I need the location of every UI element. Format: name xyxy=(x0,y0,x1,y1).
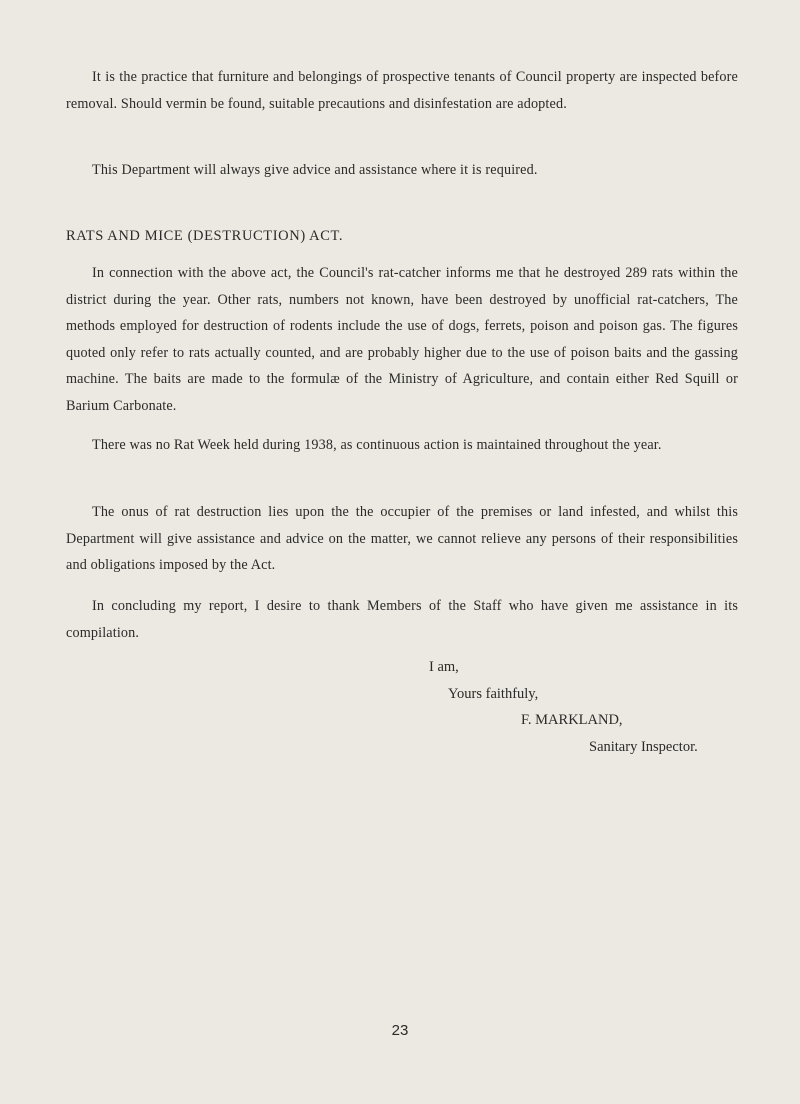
signoff-closing: I am, xyxy=(429,659,459,675)
section-heading: RATS AND MICE (DESTRUCTION) ACT. xyxy=(66,228,344,244)
paragraph-concluding: In concluding my report, I desire to thank Members of the Staff who have given me assistance in its compilation. xyxy=(66,598,738,641)
paragraph-department-advice: This Department will always give advice and assistance where it is required. xyxy=(92,162,538,178)
paragraph-rat-week: There was no Rat Week held during 1938, as continuous action is maintained throughout the year. xyxy=(92,437,662,453)
paragraph-furniture-inspection: It is the practice that furniture and belongings of prospective tenants of Council property are inspected before removal. Should vermin be found, suitable precautions and disinfestation are adopted. xyxy=(66,69,738,112)
paragraph-occupier-onus: The onus of rat destruction lies upon the the occupier of the premises or land infested, and whilst this Department will give assistance and advice on the matter, we cannot relieve any persons of their responsibilities and obligations imposed by the Act. xyxy=(66,504,738,573)
signoff-name: F. MARKLAND, xyxy=(521,712,623,728)
page-number: 23 xyxy=(391,1022,409,1039)
signoff-valediction: Yours faithfuly, xyxy=(448,686,539,702)
signoff-title: Sanitary Inspector. xyxy=(589,739,698,755)
paragraph-rat-catcher: In connection with the above act, the Council's rat-catcher informs me that he destroyed 289 rats within the district during the year. Other rats, numbers not known, have been destroyed by unofficial rat-catchers, The methods employed for destruction of rodents include the use of dogs, ferrets, poison and poison gas. The figures quoted only refer to rats actually counted, and are probably higher due to the use of poison baits and the gassing machine. The baits are made to the formulæ of the Ministry of Agriculture, and contain either Red Squill or Barium Carbonate. xyxy=(66,265,738,414)
